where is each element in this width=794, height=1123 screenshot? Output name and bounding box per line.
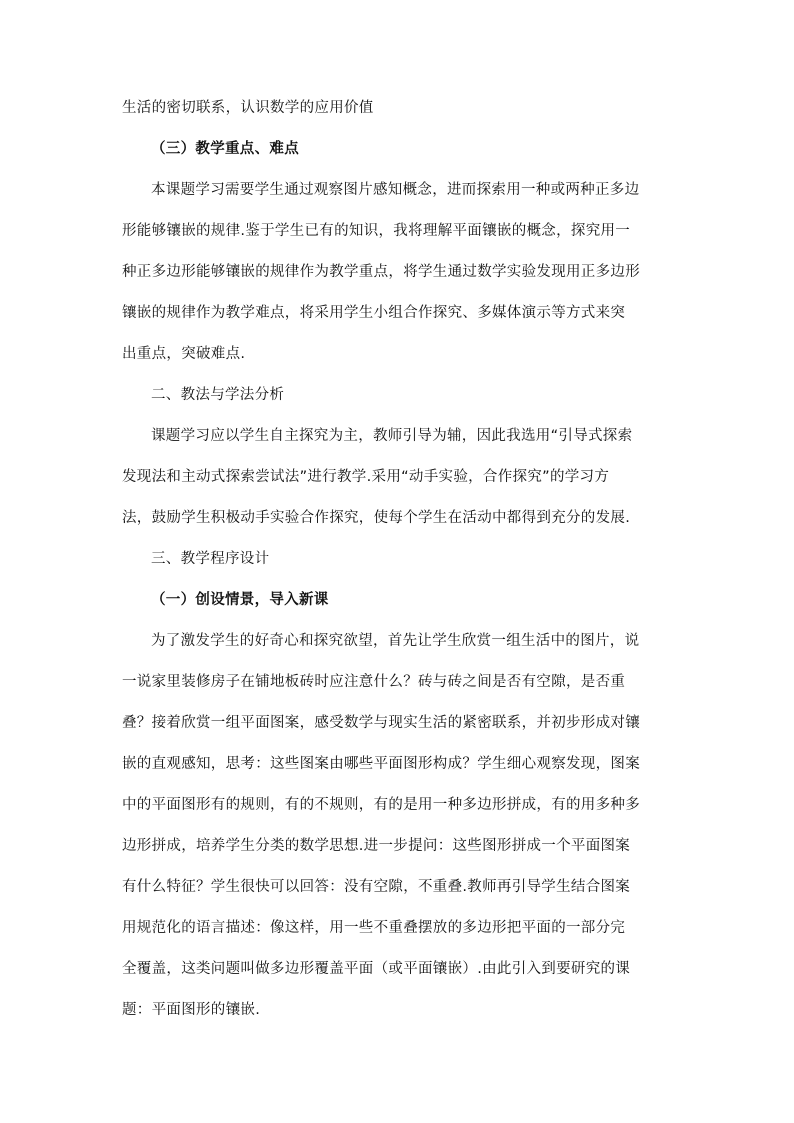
section-heading-procedure: 三、教学程序设计 [151, 551, 270, 567]
paragraph-line: 题：平面图形的镶嵌. [122, 1002, 261, 1018]
intro-fragment-line: 生活的密切联系，认识数学的应用价值 [122, 100, 374, 116]
document-body [122, 88, 682, 1031]
paragraph-line: 用规范化的语言描述：像这样，用一些不重叠摆放的多边形把平面的一部分完 [122, 920, 626, 936]
paragraph-methods [122, 416, 682, 539]
section-heading-methods: 二、教法与学法分析 [151, 387, 285, 403]
paragraph-line: 为了激发学生的好奇心和探究欲望，首先让学生欣赏一组生活中的图片，说 [151, 633, 640, 649]
paragraph-line: 嵌的直观感知，思考：这些图案由哪些平面图形构成？学生细心观察发现，图案 [122, 756, 640, 772]
paragraph-line: 种正多边形能够镶嵌的规律作为教学重点，将学生通过数学实验发现用正多边形 [122, 264, 640, 280]
paragraph-line: 发现法和主动式探索尝试法”进行教学.采用“动手实验，合作探究”的学习方 [122, 469, 610, 485]
paragraph-line: 中的平面图形有的规则，有的不规则，有的是用一种多边形拼成，有的用多种多 [122, 797, 640, 813]
paragraph-line: 形能够镶嵌的规律.鉴于学生已有的知识，我将理解平面镶嵌的概念，探究用一 [122, 223, 631, 239]
heading-introduction: （一）创设情景，导入新课 [151, 592, 329, 608]
paragraph-line: 法，鼓励学生积极动手实验合作探究，使每个学生在活动中都得到充分的发展. [122, 510, 631, 526]
paragraph-focus [122, 170, 682, 375]
paragraph-line: 本课题学习需要学生通过观察图片感知概念，进而探索用一种或两种正多边 [151, 182, 640, 198]
paragraph-line: 镶嵌的规律作为教学难点，将采用学生小组合作探究、多媒体演示等方式来突 [122, 305, 626, 321]
paragraph-line: 叠？接着欣赏一组平面图案，感受数学与现实生活的紧密联系，并初步形成对镶 [122, 715, 640, 731]
paragraph-line: 一说家里装修房子在铺地板砖时应注意什么？砖与砖之间是否有空隙，是否重 [122, 674, 626, 690]
paragraph-introduction [122, 621, 682, 1031]
paragraph-line: 有什么特征？学生很快可以回答：没有空隙，不重叠.教师再引导学生结合图案 [122, 879, 631, 895]
paragraph-line: 全覆盖，这类问题叫做多边形覆盖平面（或平面镶嵌）.由此引入到要研究的课 [122, 961, 631, 977]
paragraph-line: 边形拼成，培养学生分类的数学思想.进一步提问：这些图形拼成一个平面图案 [122, 838, 631, 854]
paragraph-line: 出重点，突破难点. [122, 346, 246, 362]
heading-teaching-focus: （三）教学重点、难点 [151, 141, 299, 157]
paragraph-line: 课题学习应以学生自主探究为主，教师引导为辅，因此我选用“引导式探索 [151, 428, 633, 444]
